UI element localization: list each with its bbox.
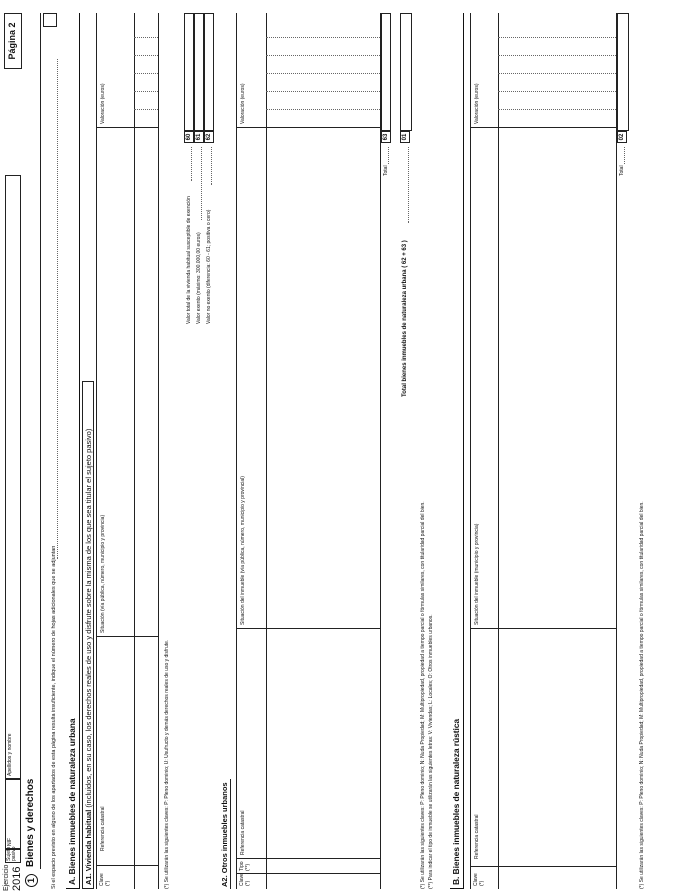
total-urbana-dots xyxy=(408,147,409,223)
a1-vline-2 xyxy=(96,636,158,637)
field-60[interactable] xyxy=(184,13,194,131)
nif-field[interactable] xyxy=(5,779,21,849)
line-62-label: Valor no exento (diferencia: 60 - 61; positiva o cero) xyxy=(206,209,212,324)
b-col-clave: Clave (*) xyxy=(473,873,485,886)
a2-vline-1 xyxy=(236,873,380,874)
a1-col-val: Valoración (euros) xyxy=(100,83,106,124)
a2-total-label: Total xyxy=(383,165,389,176)
b-dash-1 xyxy=(498,109,616,110)
b-total-label: Total xyxy=(619,165,625,176)
a2-dash-2 xyxy=(266,91,380,92)
a2-col-ref: Referencia catastral xyxy=(240,810,246,855)
line-62-dots xyxy=(211,147,212,185)
a2-row-line-1 xyxy=(266,13,267,889)
box-01: 01 xyxy=(400,131,410,143)
section-title: Bienes y derechos xyxy=(25,778,36,867)
a2-dash-3 xyxy=(266,73,380,74)
a2-col-sit: Situación del inmueble (vía pública, número, municipio y provincial) xyxy=(240,476,246,625)
b-col-ref: Referencia catastral xyxy=(474,814,480,859)
a1-col-sit: Situación (vía pública, número, municipio y provincia) xyxy=(100,514,106,633)
b-note: (*) Se utilizarán las siguientes claves: P: Pleno dominio; N: Nuda Propiedad; M: Multipropiedad, propiedad a tiempo parcial o fórmulas similares, con titularidad parcial del bien. xyxy=(639,501,645,889)
a1-title-bold: A1. Vivienda habitual xyxy=(84,809,93,885)
b-total-dots xyxy=(624,147,625,164)
b-col-val: Valoración (euros) xyxy=(474,83,480,124)
a1-col-ref: Referencia catastral xyxy=(100,806,106,851)
apellidos-field[interactable] xyxy=(5,175,21,779)
a1-dash-3 xyxy=(134,73,158,74)
a2-vline-4 xyxy=(236,127,380,128)
a2-total-dots xyxy=(388,147,389,164)
sujeto-label: Sujeto pasivo xyxy=(6,846,17,861)
a1-title-box xyxy=(82,381,94,889)
a1-table-top xyxy=(96,13,97,889)
field-02[interactable] xyxy=(617,13,629,131)
b-col-sit: Situación del inmueble (municipio y provincia) xyxy=(474,523,480,625)
box-02: 02 xyxy=(617,131,627,143)
ejercicio-label: Ejercicio xyxy=(3,864,10,891)
b-dash-2 xyxy=(498,91,616,92)
section-rule xyxy=(40,13,41,869)
ejercicio-year: 2016 xyxy=(11,866,23,891)
a2-dash-1 xyxy=(266,109,380,110)
a2-note-1: (*) Se utilizarán las siguientes claves: P: Pleno dominio; N: Nuda Propiedad; M: Multipropiedad, propiedad a tiempo parcial o fórmulas similares, con titularidad parcial del bien. xyxy=(420,501,426,889)
line-60-dots xyxy=(191,147,192,181)
field-61[interactable] xyxy=(194,13,204,131)
field-63[interactable] xyxy=(381,13,391,131)
b-row-line-1 xyxy=(498,13,499,889)
page-badge xyxy=(4,13,22,69)
part-b-title: B. Bienes inmuebles de naturaleza rústica xyxy=(451,719,461,885)
field-62[interactable] xyxy=(204,13,214,131)
a2-col-val: Valoración (euros) xyxy=(240,83,246,124)
a2-vline-3 xyxy=(236,628,380,629)
a1-note: (*) Se utilizarán las siguientes claves: P: Pleno dominio; U: Usufructo y demás derechos reales de uso y disfrute. xyxy=(164,639,170,889)
box-63: 63 xyxy=(381,131,391,143)
b-table-bottom xyxy=(616,13,617,889)
a2-table-bottom xyxy=(380,13,381,889)
a2-dash-5 xyxy=(266,37,380,38)
sujeto-label-box xyxy=(5,846,21,863)
a2-col-clave: Clave (*) xyxy=(239,873,251,886)
a1-vline-1 xyxy=(96,865,158,866)
a2-col-tipo: Tipo (**) xyxy=(239,861,251,871)
b-table-top xyxy=(470,13,471,889)
section-intro: Si el espacio previsto en alguno de los apartados de esta página resulta insuficiente, indique el número de hojas adicionales que se adjuntan xyxy=(51,545,57,889)
a1-col-clave: Clave (*) xyxy=(99,873,111,886)
a1-table-bottom xyxy=(158,13,159,889)
line-61-label: Valor exento (máximo: 300.000,00 euros) xyxy=(196,232,202,324)
a2-title-rule xyxy=(230,779,231,889)
b-dash-4 xyxy=(498,55,616,56)
page-label: Página 2 xyxy=(7,22,17,60)
box-61: 61 xyxy=(194,131,204,143)
a2-vline-2 xyxy=(236,858,380,859)
a1-title xyxy=(84,429,93,885)
box-60: 60 xyxy=(184,131,194,143)
b-vline-3 xyxy=(470,127,616,128)
part-a-title: A. Bienes inmuebles de naturaleza urbana xyxy=(67,718,77,885)
nif-label: NIF xyxy=(7,837,13,846)
a2-note-2: (**) Para indicar el tipo de inmueble se utilizarán las siguientes letras: V: Viviendas; L: Locales; O: Otros inmuebles urbanos. xyxy=(428,614,434,889)
additional-sheets-input[interactable] xyxy=(43,13,57,27)
apellidos-label: Apellidos y nombre xyxy=(7,733,13,776)
a1-dash-2 xyxy=(134,91,158,92)
b-dash-3 xyxy=(498,73,616,74)
b-vline-1 xyxy=(470,866,616,867)
b-vline-2 xyxy=(470,628,616,629)
total-urbana-label: Total bienes inmuebles de naturaleza urbana ( 62 + 63 ) xyxy=(402,240,408,397)
b-dash-5 xyxy=(498,37,616,38)
line-61-dots xyxy=(201,147,202,220)
a1-dash-1 xyxy=(134,109,158,110)
a2-table-top xyxy=(236,13,237,889)
field-01[interactable] xyxy=(400,13,412,131)
a2-dash-4 xyxy=(266,55,380,56)
a1-vline-3 xyxy=(96,127,158,128)
a1-title-rest: (incluidos, en su caso, los derechos reales de uso y disfrute sobre la misma de los que sea titular el sujeto pasivo) xyxy=(84,428,93,810)
intro-dots xyxy=(57,59,58,559)
box-62: 62 xyxy=(204,131,214,143)
section-number: 1 xyxy=(25,874,38,887)
line-60-label: Valor total de la vivienda habitual susceptible de exención xyxy=(186,196,192,324)
a2-title: A2. Otros inmuebles urbanos xyxy=(220,782,229,887)
a1-dash-4 xyxy=(134,55,158,56)
a1-dash-5 xyxy=(134,37,158,38)
a1-row-line-1 xyxy=(134,13,135,889)
